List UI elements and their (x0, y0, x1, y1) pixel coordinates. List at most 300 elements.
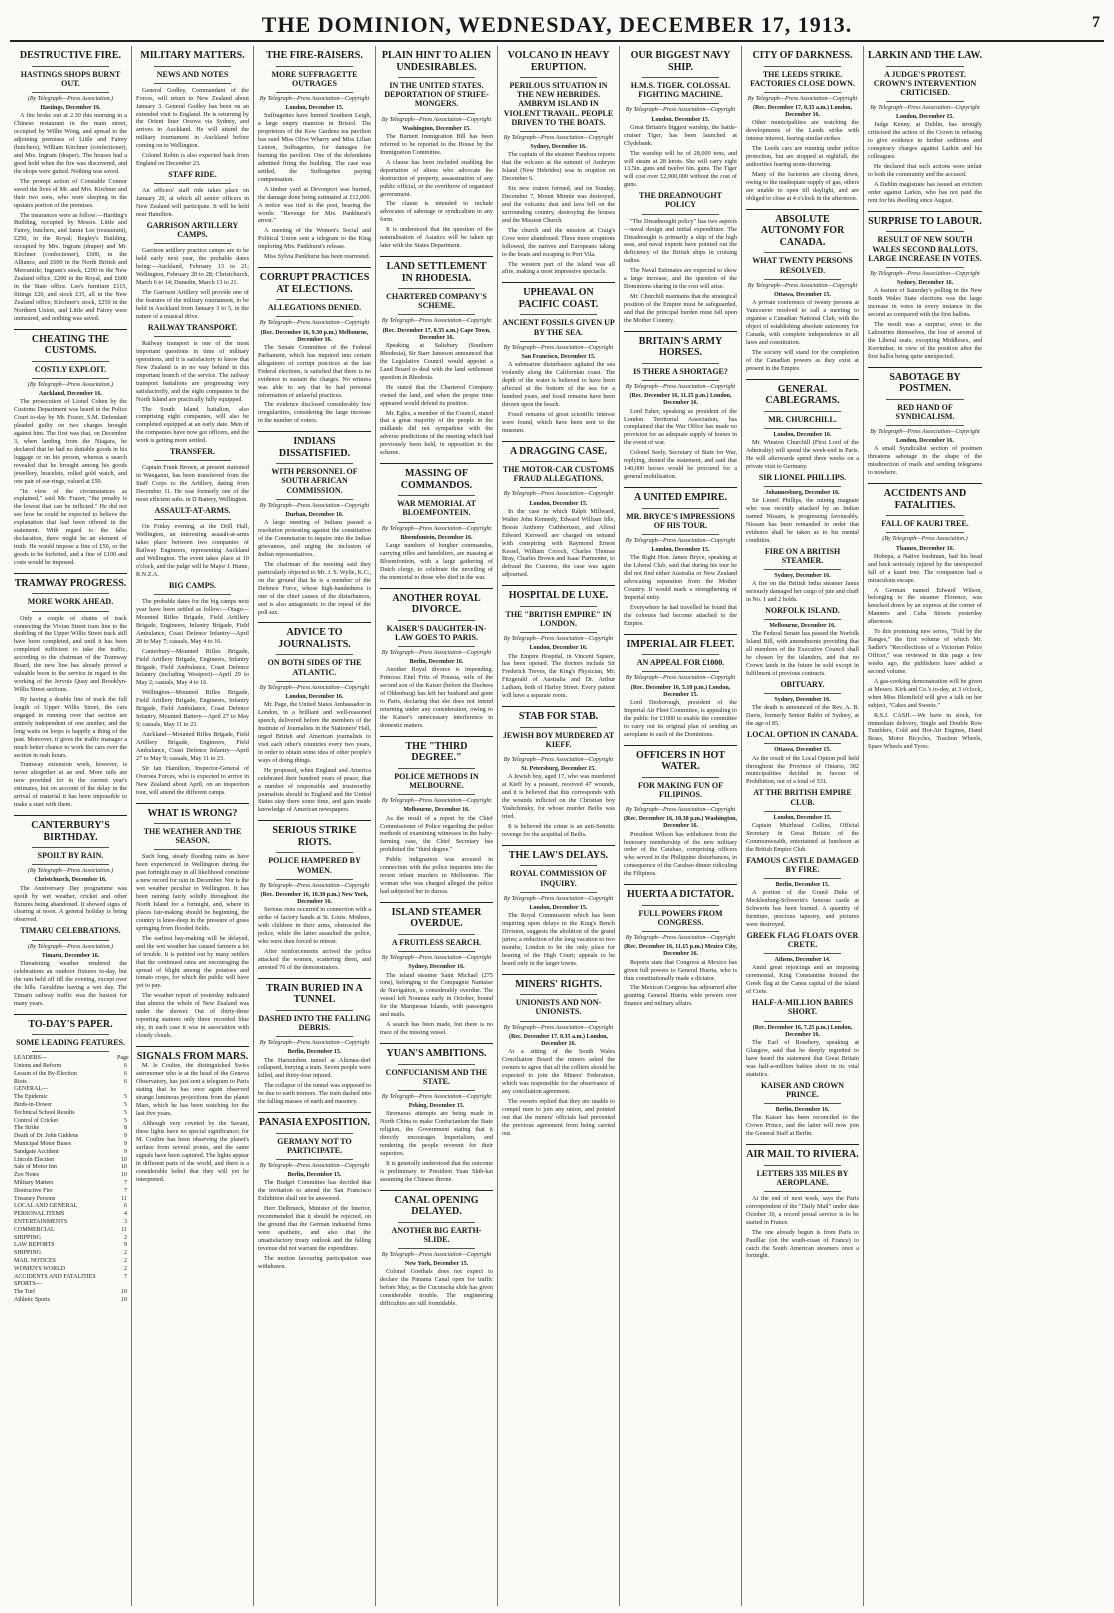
article-byline: By Telegraph—Press Association—Copyright (381, 318, 492, 325)
article (746, 209, 859, 373)
article-dateline: Hastings, December 16. (40, 105, 101, 112)
section-divider (502, 585, 615, 586)
article-paragraph: The Naval Estimates are expected to show a large increase, and the question of the Dominions sharing in the cost will arise. (624, 267, 737, 291)
headline-rule (276, 299, 353, 300)
article (136, 221, 249, 321)
toc-item (14, 1055, 127, 1063)
section-divider (380, 463, 493, 464)
article (136, 581, 249, 797)
headline-rule (276, 1133, 353, 1134)
headline-rule (154, 83, 231, 84)
article (746, 1144, 859, 1260)
toc-label: GENERAL— (14, 1086, 48, 1093)
article-dateline: London, December 16. (773, 431, 832, 438)
section-divider (502, 974, 615, 975)
toc-label: Riots (14, 1078, 27, 1085)
article-paragraph: The Earl of Rosebery, speaking at Glasgow, said that he deeply regretted to have heard the statement that Great Britain was half-a-million babies short in its vital statistics. (746, 1038, 859, 1078)
column-4 (376, 46, 498, 1606)
article-subheadline: THE MOTOR-CAR CUSTOMS FRAUD ALLEGATIONS. (502, 465, 615, 484)
headline-rule (764, 619, 841, 620)
article-subheadline: H.M.S. TIGER. COLOSSAL FIGHTING MACHINE. (630, 81, 731, 100)
article-paragraph: The Right Hon. James Bryce, speaking at the Liberal Club, said that during his tour he did not find either Australia or New Zealand advocating separation from the Mother Country. It would mark a strengthening of Imperial unity. (624, 554, 737, 601)
article-headline: CANTERBURY'S BIRTHDAY. (31, 820, 110, 843)
article (746, 606, 859, 678)
headline-rule (154, 183, 231, 184)
article-paragraph: "In view of the circumstances as explained," said Mr. Frazer, "the penalty is the lowest that can be inflicted." He did not see how he could be expected to believe the explanation that had been offered in the statement. With regard to the false declaration, there might be an element of truth. He would impose a fine of £50, or the goods to be forfeited, and a fine of £100 and costs would be imposed. (14, 487, 127, 566)
article-subheadline: WHAT TWENTY PERSONS RESOLVED. (752, 256, 853, 275)
article-subheadline: POLICE METHODS IN MELBOURNE. (394, 771, 479, 790)
article-headline: LARKIN AND THE LAW. (868, 50, 982, 61)
toc-label: SHIPPING (14, 1250, 42, 1257)
article-headline: MINERS' RIGHTS. (515, 978, 602, 990)
headline-rule (764, 743, 841, 744)
article-paragraph: A timber yard at Devonport was burned, the damage done being estimated at £12,000. A notice was tied to the post, bearing the words: "Revenge for Mrs. Pankhurst's arrest." (258, 185, 371, 225)
article-headline: SIGNALS FROM MARS. (136, 1050, 249, 1062)
article-paragraph: After reinforcements arrived the police attacked the women, scattering them, and arrested 76 of the demonstrators. (258, 947, 371, 971)
headline-rule (886, 101, 964, 102)
article-dateline: Sydney, December 16. (530, 144, 587, 151)
article-subheadline: MR. BRYCE'S IMPRESSIONS OF HIS TOUR. (626, 511, 735, 530)
headline-rule (764, 569, 841, 570)
toc-page: 7 (124, 1179, 127, 1186)
toc-item (14, 1250, 127, 1258)
article-paragraph: A submarine disturbance agitated the sea violently along the Californian coast. The depth of the water is believed to have been affected at the bottom of the sea for a hundred years, and fossil remains have been thrown upon the beach. (502, 361, 615, 408)
toc-label: MAIL NOTICES (14, 1257, 56, 1264)
article-paragraph: He stated that the Chartered Company owned the land, and when the proper time appeared would defend its position. (380, 383, 493, 407)
headline-rule (276, 1010, 353, 1011)
article-subheadline: SIR LIONEL PHILLIPS. (758, 472, 847, 482)
article-paragraph: The owners replied that they are unable to compel men to join any union, and pointed out that the miners' officials had prevented the previous agreement from being carried out. (502, 1097, 615, 1137)
headline-rule (154, 336, 231, 337)
article-paragraph: Miss Sylvia Pankhurst has been rearrested. (264, 253, 371, 261)
article-paragraph: The Harzstoben tunnel at Altenau-dorf collapsed, burying a train. Seven people were killed, and thirty-four injured. (258, 1056, 371, 1080)
article (624, 50, 737, 189)
article-byline: By Telegraph—Press Association—Copyright (747, 95, 858, 102)
article-byline: By Telegraph—Press Association—Copyright (503, 344, 614, 351)
article-headline: STAB FOR STAB. (518, 711, 599, 723)
headline-rule (276, 499, 353, 500)
toc-label: ENTERTAINMENTS (14, 1218, 68, 1225)
article-dateline: (Rec. December 17, 0.35 a.m.) London, December 16. (752, 105, 853, 119)
headline-rule (276, 681, 353, 682)
article-headline: CHEATING THE CUSTOMS. (31, 333, 110, 357)
article (502, 585, 615, 700)
article-dateline: Johannesburg, December 16. (765, 489, 840, 496)
toc-page: 2 (124, 1265, 127, 1272)
article-subheadline: MR. CHURCHILL. (768, 414, 837, 424)
article-paragraph: A small Syndicalist section of postmen threatens sabotage in the shape of the misdirection of mails and sending telegrams to nowhere. (868, 445, 982, 477)
headline-rule (32, 864, 109, 865)
article-subheadline: FAMOUS CASTLE DAMAGED BY FIRE. (746, 855, 859, 874)
toc-page: 8 (124, 1125, 127, 1132)
headline-rule (764, 279, 841, 280)
article (258, 431, 371, 616)
article (502, 50, 615, 276)
headline-rule (520, 314, 597, 315)
article-subheadline: IS THERE A SHORTAGE? (633, 366, 728, 376)
article-headline: SABOTAGE BY POSTMEN. (889, 371, 961, 395)
article-subheadline: THE DREADNOUGHT POLICY (639, 191, 722, 210)
headline-rule (886, 399, 964, 400)
headline-rule (154, 594, 231, 595)
article-subheadline: WITH PERSONNEL OF SOUTH AFRICAN COMMISSION. (271, 467, 358, 495)
article-byline: By Telegraph—Press Association—Copyright (503, 636, 614, 643)
article-paragraph: It is generally understood that the outcome is preliminary to President Yuan Shih-kai assuming the Chinese throne. (380, 1159, 493, 1183)
column-6 (620, 46, 742, 1606)
article (136, 323, 249, 445)
headline-rule (398, 934, 475, 935)
article-paragraph: Garrison artillery practice camps are to be held early next year, the probable dates being:—Auckland, February 13 to 21; Wellington, February 20 to 28; Christchurch, March 6 to 14; Dunedin, March 13 to 21. (136, 247, 249, 287)
toc-item (14, 1149, 127, 1157)
article-dateline: (Rec. December 17, 0.35 a.m.) London, December 16. (508, 1033, 609, 1047)
masthead (10, 12, 1104, 42)
article-dateline: Christchurch, December 16. (34, 877, 107, 884)
headline-rule (154, 66, 231, 67)
article (746, 1081, 859, 1138)
article-dateline: (Rec. December 16, 9.30 p.m.) Melbourne, December 16. (260, 329, 369, 343)
article-dateline: Melbourne, December 16. (403, 807, 470, 814)
article (14, 926, 127, 1007)
section-divider (746, 1144, 859, 1145)
section-divider (868, 367, 982, 368)
toc-label: ACCIDENTS AND FATALITIES (14, 1273, 96, 1280)
article-paragraph: Great Britain's biggest warship, the battle-cruiser Tiger, has been launched at Clydebank. (624, 123, 737, 147)
article-headline: TRAMWAY PROGRESS. (14, 577, 127, 589)
article-dateline: Ottawa, December 15. (774, 291, 831, 298)
article-paragraph: A fire on the British India steamer Janus seriously damaged her cargo of jute and chaff in No. 1 and 2 holds. (746, 580, 859, 604)
article-subheadline: LETTERS 335 MILES BY AEROPLANE. (756, 1168, 849, 1187)
article (136, 506, 249, 579)
toc-label: Control of Cricket (14, 1117, 58, 1124)
article-subheadline: THE "BRITISH EMPIRE" IN LONDON. (505, 609, 612, 628)
article-subheadline: RAILWAY TRANSPORT. (147, 322, 238, 332)
headline-rule (520, 753, 597, 754)
article-headline: OUR BIGGEST NAVY SHIP. (630, 50, 731, 73)
toc-item (14, 1164, 127, 1172)
article-byline: (By Telegraph—Press Association.) (882, 536, 968, 543)
article-dateline: (Rec. December 16, 10.30 p.m.) New York, December 16. (260, 891, 369, 906)
toc-label: The Strike (14, 1125, 40, 1132)
article-subheadline: ANCIENT FOSSILS GIVEN UP BY THE SEA. (502, 318, 615, 337)
article-subheadline: CONFUCIANISM AND THE STATE. (385, 1067, 488, 1086)
article-paragraph: The Kaiser has been reconciled to the Crown Prince, and the latter will now join the General Staff at Berlin. (746, 1114, 859, 1138)
toc-item (14, 1180, 127, 1188)
headline-rule (520, 994, 597, 995)
toc-item (14, 1203, 127, 1211)
headline-rule (276, 879, 353, 880)
article (14, 815, 127, 924)
headline-rule (886, 231, 964, 232)
column-5 (498, 46, 620, 1606)
article-subheadline: SOME LEADING FEATURES. (16, 1038, 125, 1047)
headline-rule (154, 243, 231, 244)
article-dateline: London, December 15. (529, 500, 588, 507)
article-paragraph: A fire broke out at 2.30 this morning in a Chinese restaurant in the main street, occupied by Willie Wong, and spread to the adjoining premises of Little and Fairey (butchers), William Kirchner (confectioner), and Mrs. Ingram (draper). The houses had a good hold when the fire was discovered, and the shops were gutted. Nothing was saved. (14, 112, 127, 175)
article-paragraph: Mr. Egles, a member of the Council, stated that a great majority of the people in the midlands did not sympathise with the adverse predictions of the meeting which had previously been held, in opposition to the scheme. (380, 409, 493, 457)
toc-label: Athletic Sports (14, 1296, 51, 1303)
article-subheadline: TRANSFER. (169, 447, 216, 457)
article-paragraph: Public indignation was aroused in connection with the police inquiries into the recent infant murders in Melbourne. The woman who was charged alleged the police had subjected her to duress. (380, 856, 493, 895)
headline-rule (886, 515, 964, 516)
article (502, 282, 615, 434)
article (868, 50, 982, 205)
headline-rule (764, 1165, 841, 1166)
article-byline: By Telegraph—Press Association—Copyright (625, 537, 736, 544)
section-divider (258, 978, 371, 979)
article-paragraph: Lord Esher, speaking as president of the London Territorial Association, has complained that the War Office has made no provision for an adequate supply of horses in the event of war. (624, 407, 737, 447)
article-paragraph: It is believed the crime is an anti-Semitic revenge for the acquittal of Beilis. (502, 823, 615, 838)
article (624, 884, 737, 1008)
article-headline: HUERTA A DICTATOR. (627, 889, 734, 901)
article (624, 487, 737, 628)
article-dateline: Berlin, December 15. (287, 1172, 342, 1179)
article-byline: By Telegraph—Press Association—Copyright (259, 684, 370, 691)
article-byline: By Telegraph—Press Association—Copyright (381, 955, 492, 962)
article (380, 1043, 493, 1184)
article (136, 803, 249, 1040)
article-headline: THE FIRE-RAISERS. (266, 50, 363, 61)
section-divider (746, 379, 859, 380)
article-paragraph: A feature of Saturday's polling in the New South Wales State elections was the large increase in votes in every instance in the second as compared with the first ballots. (868, 287, 982, 319)
headline-rule (154, 460, 231, 461)
toc-page: 5 (124, 1101, 127, 1108)
article-byline: By Telegraph—Press Association—Copyright (625, 807, 736, 813)
article-paragraph: The Budget Committee has decided that the invitation to attend the San Francisco Exhibition shall not be answered. (258, 1179, 371, 1203)
article-paragraph: Serious riots occurred in connection with a strike of factory hands at St. Louis. Mothers, with children in their arms, obstructed the police, while the latter assaulted the police, who were then forced to retreat. (258, 906, 371, 945)
headline-rule (764, 811, 841, 812)
toc-item (14, 1172, 127, 1180)
article-paragraph: Tramway extension work, however, is never altogether at an end. More rails are now provided for in the current year's estimates, but on account of the delay in the arrival of material it has been impossible to make a start with them. (14, 761, 127, 809)
article (258, 820, 371, 971)
article-dateline: Sydney, December 16. (774, 573, 831, 579)
article-dateline: (Rec. December 16, 11.15 p.m.) Mexico City, December 16. (624, 944, 737, 958)
article-dateline: London, December 15. (651, 116, 710, 123)
article-dateline: London, December 15. (529, 904, 588, 911)
headline-rule (32, 1051, 109, 1052)
article-paragraph: A Jewish boy, aged 17, who was murdered at Kieff by a peasant, received 47 wounds, and it is believed that this corresponds with the wounds inflicted on the Christian boy Yushchinsky, for whose murder Beilis was tried. (502, 773, 615, 821)
article-headline: ABSOLUTE AUTONOMY FOR CANADA. (760, 213, 845, 248)
article-paragraph: The Senate Committee of the Federal Parliament, which has inquired into certain allegations of corrupt practices at the last Federal elections, is satisfied that there is no evidence to sustain the charges. No witness was able to say that he had personal information of unlawful practices. (258, 343, 371, 399)
article-paragraph: The Mexican Congress has adjourned after granting General Huerta wide powers over finance and military affairs. (624, 984, 737, 1008)
article-paragraph: A German named Edward Wilson, belonging to the steamer Florence, was knocked down by an express at the corner of Manners and Cuba Streets yesterday afternoon. (868, 586, 982, 626)
section-divider (380, 1043, 493, 1044)
section-divider (502, 441, 615, 442)
headline-rule (154, 849, 231, 850)
toc-label: Lesson of the By-Election (14, 1070, 77, 1077)
toc-item (14, 1141, 127, 1149)
article (502, 845, 615, 968)
article-byline: By Telegraph—Press Association—Copyright (381, 1252, 492, 1259)
headline-rule (276, 463, 353, 464)
article-paragraph: Strenuous attempts are being made in North China to make Confucianism the State religion, the Government stating that it directly encourages Imperialism, and rendering the people reverent for their superiors. (380, 1110, 493, 1157)
article-subheadline: AT THE BRITISH EMPIRE CLUB. (753, 788, 852, 807)
article-subheadline: IN THE UNITED STATES. DEPORTATION OF STRIFE-MONGERS. (384, 81, 489, 109)
article-paragraph: The Empire Hospital, in Vincent Square, has been opened. The doctors include Sir Frederick Treves, the King's Physician, Mr. Fitzgerald of Australia and Dr. Arthur Latham, both of Harley Street. Every patient will have a separate room. (502, 652, 615, 700)
article-subheadline: RED HAND OF SYNDICALISM. (895, 402, 955, 421)
headline-rule (520, 865, 597, 866)
article (14, 573, 127, 809)
article-byline: By Telegraph—Press Association—Copyright (259, 95, 370, 102)
article-paragraph: The motion favouring participation was withdrawn. (258, 1254, 371, 1270)
article-headline: CANAL OPENING DELAYED. (394, 1194, 479, 1218)
article-paragraph: A large meeting of Indians passed a resolution protesting against the constitution of the Commission to inquire into the Indian grievances, and urging the inclusion of Indian representatives. (258, 519, 371, 558)
headline-rule (642, 931, 719, 932)
article-paragraph: Judge Kenny, at Dublin, has strongly criticised the action of the Crown in refusing to give evidence in further seditions and conspiracy charges against Larkin and his colleagues. (868, 121, 982, 161)
toc-item (14, 1079, 127, 1087)
article-paragraph: Six new craters formed, and on Sunday, December 7, Mount Minnie was destroyed, and the volcanic dust and lava fell on the surrounding country, destroying the houses and the Mission Church. (502, 185, 615, 224)
article-paragraph: R.S.J. CASH.—We have in stock, for immediate delivery, Single and Double Row Tumblers, Cold and Hot-Air Engines, Hand Brass, Motor Bicycles, Traction Wheels, Spare Wheels and Tyres. (868, 711, 982, 751)
article-dateline: (Rec. December 16, 7.25 p.m.) London, December 16. (752, 1024, 853, 1038)
headline-rule (276, 92, 353, 93)
toc-label: Municipal Motor Buses (14, 1140, 71, 1147)
article-paragraph: At a sitting of the South Wales Conciliation Board the miners asked the owners to agree that all the colliers should be expected to join the Miners' Federation, which was responsible for the observance of any conciliation agreement. (502, 1048, 615, 1095)
masthead-title: THE DOMINION, WEDNESDAY, DECEMBER 17, 1913. (261, 12, 853, 37)
article-headline: ADVICE TO JOURNALISTS. (278, 627, 351, 650)
section-divider (258, 820, 371, 821)
article-dateline: Berlin, December 16. (775, 1107, 830, 1113)
article-dateline: Auckland, December 16. (39, 391, 102, 397)
toc-label: Lincoln Election (14, 1156, 55, 1163)
article-dateline: Berlin, December 16. (409, 659, 464, 666)
article-byline: By Telegraph—Press Association—Copyright (870, 429, 980, 436)
article-dateline: New York, December 15. (404, 1261, 469, 1268)
article (258, 267, 371, 425)
article-headline: ACCIDENTS AND FATALITIES. (883, 488, 967, 511)
toc-page: 9 (124, 1242, 127, 1249)
headline-rule (520, 77, 597, 78)
article-paragraph: The Leeds cars are running under police protection, but are stopped at nightfall, the authorities fearing stone-throwing. (746, 145, 859, 169)
headline-rule (32, 92, 109, 93)
section-divider (14, 815, 127, 816)
toc-page: Page (117, 1055, 129, 1062)
toc-label: PERSONAL ITEMS (14, 1211, 65, 1218)
toc-label: LOCAL AND GENERAL (14, 1203, 78, 1210)
headline-rule (764, 1191, 841, 1192)
headline-rule (276, 316, 353, 317)
section-divider (502, 282, 615, 283)
article-paragraph: He proposed, when England and America celebrated their hundred years of peace, that a number of responsible and trustworthy journalists should in England and the United States stay there some time, and gain inside knowledge of American newspapers. (258, 766, 371, 814)
article-subheadline: UNIONISTS AND NON-UNIONISTS. (515, 998, 602, 1017)
toc-item (14, 1102, 127, 1110)
article-subheadline: DASHED INTO THE FALLING DEBRIS. (258, 1013, 371, 1032)
toc-item (14, 1242, 127, 1250)
article-paragraph: The society will stand for the completion of the Canadian powers as they exist at present in the Empire. (746, 348, 859, 372)
article-paragraph: A Dublin magistrate has issued an eviction order against Larkin, who has not paid the rent for his dwelling since August. (868, 181, 982, 204)
section-divider (14, 329, 127, 330)
article-headline: SERIOUS STRIKE RIOTS. (272, 825, 357, 848)
article-byline: By Telegraph—Press Association—Copyright (747, 282, 858, 289)
toc-label: The Epidemic (14, 1094, 48, 1101)
article-dateline: London, December 15. (285, 105, 344, 112)
article (258, 1112, 371, 1271)
toc-item (14, 1281, 127, 1289)
article-paragraph: The clause is intended to include advocates of sabotage or syndicalism in any form. (380, 200, 493, 224)
headline-rule (520, 1021, 597, 1022)
article-dateline: Timaru, December 16. (41, 952, 100, 959)
toc-label: LEADERS— (14, 1055, 47, 1062)
article-dateline: London, December 15. (651, 547, 710, 554)
article-subheadline: JEWISH BOY MURDERED AT KIEFF. (502, 730, 615, 749)
article-paragraph: Colonel Seely, Secretary of State for War, replying, denied the statement, and said that 140,000 horses would be procured for a general mobilisation. (624, 449, 737, 481)
article (136, 447, 249, 504)
headline-rule (642, 777, 719, 778)
article-paragraph: The insurances were as follow:—Harding's Building, occupied by Messrs. Little and Fairey, butchers, and Jamie Lee (restaurant), £250, in the Royal; Begley's Building, occupied by Mrs. Ingram (draper) and Mr. Kirchner (confectioner), £600, in the Alliance, and £600 in the North British and Mercantile; Ingram's stock, £200 in the New Zealand office, £200 in the Royal, and £600 in the State office. Lee's furniture £115, fittings £20, and stock £35, all in the New Zealand office; Kirchner's stock, £250 in the Northern Union, and Little and Fairey were uninsured, and nothing was saved. (14, 211, 127, 322)
headline-rule (642, 380, 719, 381)
headline-rule (764, 1021, 841, 1022)
article-paragraph: It is understood that the question of the naturalisation of Asiatics will be taken up later with the States Department. (380, 226, 493, 250)
article-subheadline: HASTINGS SHOPS BURNT OUT. (20, 69, 121, 88)
toc-label: Treasury Persons (14, 1195, 56, 1202)
article-paragraph: Speaking at Salisbury (Southern Rhodesia), Sir Starr Jameson announced that the Legislative Council would appoint a Land Board to deal with the land settlement question in Rhodesia. (380, 342, 493, 381)
section-divider (14, 573, 127, 574)
headline-rule (398, 522, 475, 523)
article-dateline: Thames, December 16. (895, 545, 955, 552)
article (380, 256, 493, 457)
toc-page: 6 (124, 1203, 127, 1210)
article-paragraph: The earliest hay-making will be delayed, and the wet weather has caused farmers a lot of trouble. It is pointed out by many settlers that the continued rains are encouraging the spread of blight among the potatoes and tomato crops, for which the public will have yet to pay. (136, 934, 249, 990)
article (14, 1014, 127, 1305)
headline-rule (398, 77, 475, 78)
article-paragraph: The church and the mission at Craig's Cove were abandoned. Three more eruptions followed, the natives and Europeans taking to the boats and escaping to Port Vila. (502, 226, 615, 258)
headline-rule (398, 768, 475, 769)
headline-rule (520, 461, 597, 462)
article-byline: By Telegraph—Press Association—Copyright (381, 116, 492, 123)
article (746, 856, 859, 929)
headline-rule (32, 940, 109, 941)
article-paragraph: Amid great rejoicings and an imposing ceremonial, King Constantine hoisted the Greek flag at the Canea capital of the island of Crete. (746, 964, 859, 996)
article-dateline: Sydney, December 16. (408, 964, 465, 971)
article-subheadline: MORE WORK AHEAD. (27, 597, 114, 607)
article-dateline: London, December 15. (773, 814, 832, 821)
toc-page (117, 1086, 127, 1094)
headline-rule (642, 214, 719, 215)
toc-item (14, 1118, 127, 1126)
article-headline: BRITAIN'S ARMY HORSES. (638, 335, 723, 359)
article-byline: By Telegraph—Press Association—Copyright (503, 134, 614, 141)
toc-page: 10 (121, 1164, 127, 1171)
article-subheadline: CHARTERED COMPANY'S SCHEME. (386, 292, 487, 311)
article-headline: YUAN'S AMBITIONS. (386, 1048, 487, 1059)
article-paragraph: Sir Lionel Phillips, the mining magnate who was recently attacked by an Indian named Nissam, is progressing favourably. Nissam has been remanded in order that evidence shall be taken as to his mental condition. (746, 497, 859, 544)
article-headline: MILITARY MATTERS. (140, 50, 245, 61)
article-subheadline: ANOTHER BIG EARTH-SLIDE. (391, 1225, 482, 1244)
article-byline: By Telegraph—Press Association—Copyright (625, 107, 736, 114)
article-dateline: London, December 16. (285, 694, 344, 700)
toc-page: 10 (121, 1289, 127, 1296)
article-subheadline: ASSAULT-AT-ARMS. (154, 506, 231, 516)
headline-rule (764, 878, 841, 879)
toc-label: Unions and Reform (14, 1062, 62, 1069)
toc-page: 6 (124, 1078, 127, 1085)
article-dateline: St. Petersburg, December 15. (521, 766, 596, 773)
headline-rule (276, 1036, 353, 1037)
article (258, 622, 371, 814)
headline-rule (398, 646, 475, 647)
article-paragraph: General Godley, Commandant of the Forces, will return to New Zealand about January 3. General Godley has been on an extended visit to England. He is returning by the Orient liner Orsova via Sydney, and arrives in Auckland. He will attend the military tournament in Auckland before coming on to Wellington. (136, 86, 249, 150)
toc-page: 9 (124, 1133, 127, 1140)
article-dateline: Bloemfontein, December 16. (400, 534, 473, 541)
article (624, 191, 737, 325)
article-byline: By Telegraph—Press Association—Copyright (870, 105, 980, 112)
toc-item (14, 1125, 127, 1133)
article-paragraph: The one already begun is from Paris to Pauillac (on the south-coast of France) to catch the South American steamers once a fortnight. (746, 1228, 859, 1260)
article (746, 379, 859, 471)
article-paragraph: The prosecution of Lionel Cohen by the Customs Department was heard in the Police Court to-day by Mr. Frazer, S.M. Defendant pleaded guilty on two charges brought against him. The first was that, on December 3, when landing from the Niagara, he declared that he had no dutiable goods in his luggage or on his person, whereas a search revealed that he brought among his goods jewellery, bracelets, rolled gold watch, and one pair of ear-rings, valued at £50. (14, 398, 127, 485)
headline-rule (764, 693, 841, 694)
article-subheadline: BIG CAMPS. (168, 580, 217, 590)
article-paragraph: The Anniversary Day programme was spoilt by wet weather, cricket and other fixtures being abandoned. It showed signs of clearing at noon. A general holiday is being observed. (14, 884, 127, 924)
article-dateline: Durban, December 16. (285, 512, 344, 518)
